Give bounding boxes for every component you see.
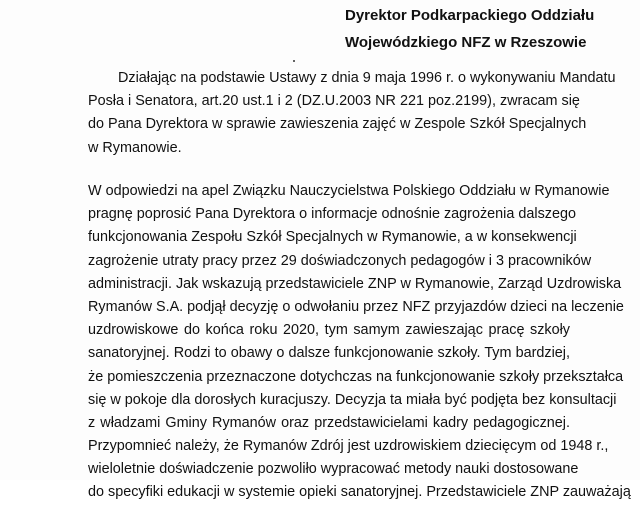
- text-line: administracji. Jak wskazują przedstawiciele ZNP w Rymanowie, Zarząd Uzdrowiska: [88, 275, 622, 292]
- stray-dot: [293, 60, 295, 62]
- text-line: sanatoryjnej. Rodzi to obawy o dalsze funkcjonowanie szkoły. Tym bardziej,: [88, 345, 570, 362]
- text-line: w Rymanowie.: [88, 139, 182, 156]
- text-line: do specyfiki edukacji w systemie opieki sanatoryjnej. Przedstawiciele ZNP zauważają: [88, 484, 631, 501]
- addressee-line-1: Dyrektor Podkarpackiego Oddziału: [345, 7, 595, 24]
- addressee-block: [345, 2, 635, 56]
- text-line: W odpowiedzi na apel Związku Nauczycielstwa Polskiego Oddziału w Rymanowie: [88, 183, 610, 199]
- paragraph-2: [88, 180, 631, 505]
- paragraph-1: [88, 67, 616, 160]
- text-line: pragnę poprosić Pana Dyrektora o informacje odnośnie zagrożenia dalszego: [88, 206, 576, 223]
- text-line: Działając na podstawie Ustawy z dnia 9 maja 1996 r. o wykonywaniu Mandatu: [118, 70, 616, 86]
- text-line: uzdrowiskowe do końca roku 2020, tym samym zawieszając pracę szkoły: [88, 322, 570, 339]
- text-line: funkcjonowania Zespołu Szkół Specjalnych w Rymanowie, a w konsekwencji: [88, 229, 577, 246]
- addressee-line-2: Wojewódzkiego NFZ w Rzeszowie: [345, 34, 587, 51]
- text-line: Rymanów S.A. podjął decyzję o odwołaniu przez NFZ przyjazdów dzieci na leczenie: [88, 298, 624, 315]
- text-line: z władzami Gminy Rymanów oraz przedstawicielami kadry pedagogicznej.: [88, 414, 570, 431]
- text-line: się w pokoje dla dorosłych kuracjuszy. Decyzja ta miała być podjęta bez konsultacji: [88, 391, 617, 408]
- text-line: wieloletnie doświadczenie pozwoliło wypracować metody nauki dostosowane: [88, 461, 579, 478]
- text-line: Posła i Senatora, art.20 ust.1 i 2 (DZ.U.2003 NR 221 poz.2199), zwracam się: [88, 93, 580, 110]
- text-line: Przypomnieć należy, że Rymanów Zdrój jest uzdrowiskiem dziecięcym od 1948 r.,: [88, 438, 609, 455]
- text-line: zagrożenie utraty pracy przez 29 doświadczonych pedagogów i 3 pracowników: [88, 252, 592, 269]
- text-line: do Pana Dyrektora w sprawie zawieszenia zajęć w Zespole Szkół Specjalnych: [88, 116, 587, 133]
- text-line: że pomieszczenia przeznaczone dotychczas na funkcjonowanie szkoły przekształca: [88, 368, 624, 385]
